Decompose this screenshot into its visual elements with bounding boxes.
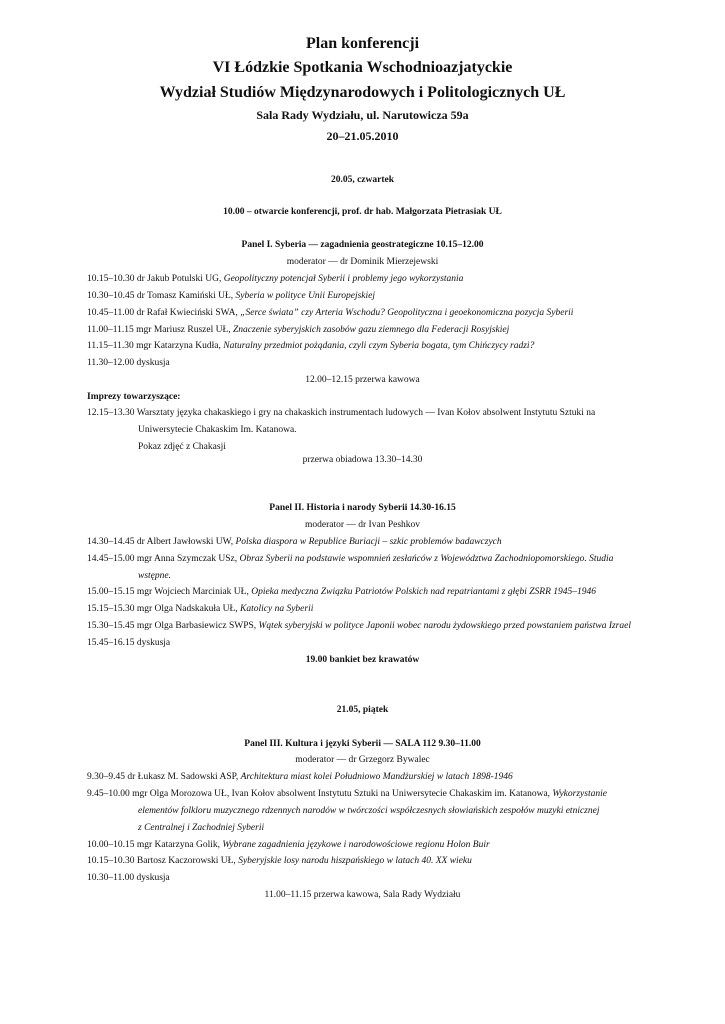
program-item: 9.45–10.00 mgr Olga Morozowa UŁ, Ivan Kołov absolwent Instytutu Sztuki na Uniwersytecie Chakaskim im. Katanowa, Wykorzystanie bbox=[87, 789, 607, 799]
program-item: 15.15–15.30 mgr Olga Nadskakuła UŁ, Katolicy na Syberii bbox=[87, 604, 314, 614]
program-item: 11.15–11.30 mgr Katarzyna Kudła, Naturalny przedmiot pożądania, czyli czym Syberia bogata, tym Chińczycy radzi? bbox=[87, 341, 535, 351]
panel1-moderator: moderator — dr Dominik Mierzejewski bbox=[286, 257, 439, 267]
conference-name: VI Łódzkie Spotkania Wschodnioazjatyckie bbox=[212, 59, 513, 76]
banquet-line: 19.00 bankiet bez krawatów bbox=[305, 655, 420, 665]
program-item-continuation: elementów folkloru muzycznego rdzennych narodów w twórczości współczesnych słowiańskich zespołów muzyki etnicznej bbox=[138, 806, 600, 816]
lunch-break: przerwa obiadowa 13.30–14.30 bbox=[302, 455, 423, 465]
program-item: 11.00–11.15 mgr Mariusz Ruszel UŁ, Znaczenie syberyjskich zasobów gazu ziemnego dla Federacji Rosyjskiej bbox=[87, 325, 510, 335]
day2-heading: 21.05, piątek bbox=[336, 705, 389, 715]
program-item-continuation: wstępne. bbox=[138, 571, 171, 581]
program-item: 14.45–15.00 mgr Anna Szymczak USz, Obraz Syberii na podstawie wspomnień zesłańców z Województwa Zachodniopomorskiego. Studia bbox=[87, 554, 614, 564]
panel3-moderator: moderator — dr Grzegorz Bywalec bbox=[295, 755, 430, 765]
program-item: 14.30–14.45 dr Albert Jawłowski UW, Polska diaspora w Republice Buriacji – szkic problemów badawczych bbox=[87, 537, 502, 547]
panel1-title: Panel I. Syberia — zagadnienia geostrategiczne 10.15–12.00 bbox=[241, 240, 484, 250]
panel3-title: Panel III. Kultura i języki Syberii — SALA 112 9.30–11.00 bbox=[244, 739, 481, 749]
social-event-line: Pokaz zdjęć z Chakasji bbox=[138, 442, 226, 452]
social-event-line: 12.15–13.30 Warsztaty języka chakaskiego i gry na chakaskich instrumentach ludowych — Ivan Kołov absolwent Instytutu Sztuki na bbox=[87, 408, 596, 418]
coffee-break: 11.00–11.15 przerwa kawowa, Sala Rady Wydziału bbox=[264, 890, 461, 900]
program-item: 10.30–11.00 dyskusja bbox=[87, 873, 170, 883]
program-item: 9.30–9.45 dr Łukasz M. Sadowski ASP, Architektura miast kolei Południowo Mandżurskiej w latach 1898-1946 bbox=[87, 772, 513, 782]
day1-heading: 20.05, czwartek bbox=[330, 175, 395, 185]
coffee-break: 12.00–12.15 przerwa kawowa bbox=[305, 375, 420, 385]
conference-dates: 20–21.05.2010 bbox=[326, 129, 399, 143]
program-item: 10.30–10.45 dr Tomasz Kamiński UŁ, Syberia w polityce Unii Europejskiej bbox=[87, 291, 375, 301]
panel2-title: Panel II. Historia i narody Syberii 14.30-16.15 bbox=[269, 503, 456, 513]
social-event-line: Uniwersytecie Chakaskim Im. Katanowa. bbox=[138, 425, 297, 435]
program-item: 10.00–10.15 mgr Katarzyna Golik, Wybrane zagadnienia językowe i narodowościowe regionu Holon Buir bbox=[87, 840, 490, 850]
program-item: 15.45–16.15 dyskusja bbox=[87, 638, 171, 648]
program-item: 10.15–10.30 Bartosz Kaczorowski UŁ, Syberyjskie losy narodu hiszpańskiego w latach 40. XX wieku bbox=[87, 856, 472, 866]
faculty-name: Wydział Studiów Międzynarodowych i Politologicznych UŁ bbox=[159, 84, 566, 101]
program-item: 15.00–15.15 mgr Wojciech Marciniak UŁ, Opieka medyczna Związku Patriotów Polskich nad repatriantami z głębi ZSRR 1945–1946 bbox=[87, 587, 597, 597]
opening-line: 10.00 – otwarcie konferencji, prof. dr hab. Małgorzata Pietrasiak UŁ bbox=[223, 207, 502, 217]
venue: Sala Rady Wydziału, ul. Narutowicza 59a bbox=[256, 108, 469, 122]
program-item: 10.45–11.00 dr Rafał Kwieciński SWA, „Serce świata” czy Arteria Wschodu? Geopolityczna i geoekonomiczna pozycja Syberii bbox=[87, 308, 574, 318]
program-item-continuation: z Centralnej i Zachodniej Syberii bbox=[138, 823, 265, 833]
program-item: 15.30–15.45 mgr Olga Barbasiewicz SWPS, Wątek syberyjski w polityce Japonii wobec narodu żydowskiego przed powstaniem państwa Izrael bbox=[87, 621, 631, 631]
social-events-heading: Imprezy towarzyszące: bbox=[87, 392, 181, 402]
program-item: 10.15–10.30 dr Jakub Potulski UG, Geopolityczny potencjał Syberii i problemy jego wykorzystania bbox=[87, 274, 464, 284]
document-title: Plan konferencji bbox=[305, 35, 420, 52]
program-item: 11.30–12.00 dyskusja bbox=[87, 358, 170, 368]
panel2-moderator: moderator — dr Ivan Peshkov bbox=[304, 520, 421, 530]
